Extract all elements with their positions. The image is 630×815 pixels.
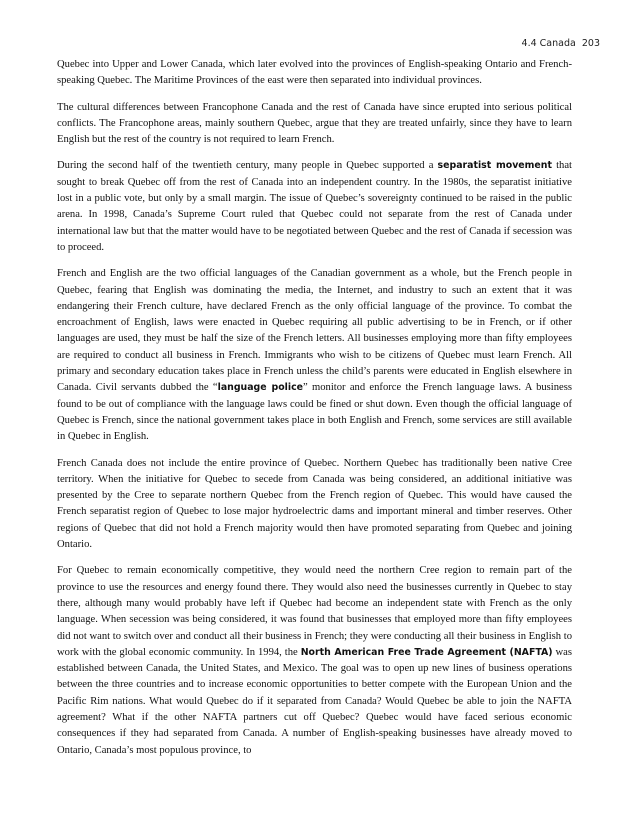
- paragraph-6: [57, 563, 572, 759]
- paragraph-2: The cultural differences between Francophone Canada and the rest of Canada have since erupted into serious political conflicts. The Francophone areas, mainly southern Quebec, argue that they are treated unfairly, since they have to learn English but the rest of the country is not required to learn French.: [57, 101, 572, 146]
- paragraph-5: French Canada does not include the entire province of Quebec. Northern Quebec has traditionally been native Cree territory. When the initiative for Quebec to secede from Canada was being considered, an additional initiative was presented by the Cree to separate northern Quebec from the French region of Quebec. This would have caused the French separatist region of Quebec to lose major hydroelectric dams and important mineral and timber reserves. Other regions of Quebec that did not hold a French majority would then have promoted separating from Quebec and joining Ontario.: [57, 457, 572, 551]
- body-text: [57, 57, 572, 769]
- running-header: [522, 38, 600, 49]
- paragraph-4-text-b: ” monitor and enforce the French language laws. A business found to be out of compliance with the language laws could be fined or shut down. Even though the official language of Quebec is French, since the national government takes place in both English and French, some services are still available in Quebec in English.: [57, 382, 572, 443]
- paragraph-3-text-b: that sought to break Quebec off from the rest of Canada into an independent country. In the 1980s, the separatist initiative lost in a public vote, but only by a small margin. The issue of Quebec’s sovereignty continued to be raised in the public arena. In 1998, Canada’s Supreme Court ruled that Quebec could not separate from the rest of Canada under international law but that the matter would have to be negotiated between Quebec and the rest of Canada if secession was to proceed.: [57, 160, 572, 253]
- key-term-nafta: North American Free Trade Agreement (NAFTA): [300, 646, 553, 658]
- paragraph-1: Quebec into Upper and Lower Canada, which later evolved into the provinces of English-speaking Ontario and French-speaking Quebec. The Maritime Provinces of the east were then separated into individual provinces.: [57, 59, 572, 87]
- paragraph-4-text-a: French and English are the two official languages of the Canadian government as a whole, but the French people in Quebec, fearing that English was dominating the media, the Internet, and industry to such an extent that it was endangering their French culture, have declared French as the only official language of the province. To combat the encroachment of English, laws were enacted in Quebec requiring all public advertising to be in French, or if other languages are used, they must be half the size of the French letters. All businesses employing more than fifty employees are required to conduct all business in French. Immigrants who wish to be citizens of Quebec must learn French. All primary and secondary education takes place in French unless the child’s parents were educated in English elsewhere in Canada. Civil servants dubbed the “: [57, 268, 572, 394]
- paragraph-3-text-a: During the second half of the twentieth century, many people in Quebec supported a: [57, 160, 438, 172]
- page-number: 203: [581, 38, 600, 49]
- paragraph-4: [57, 266, 572, 445]
- paragraph-3: [57, 158, 572, 256]
- key-term-language-police: language police: [217, 382, 304, 394]
- paragraph-6-text-a: For Quebec to remain economically competitive, they would need the northern Cree region to remain part of the province to use the resources and energy found there. They would also need the businesses currently in Quebec to stay there, although many would probably have left if Quebec had become an independent state with French as the only language. When secession was being considered, it was found that businesses that employed more than fifty employees did not want to switch over and conduct all their business in French; they were conducting all their business in English to work with the global economic community. In 1994, the: [57, 565, 572, 658]
- key-term-separatist-movement: separatist movement: [437, 160, 552, 172]
- paragraph-6-text-b: was established between Canada, the United States, and Mexico. The goal was to open up new lines of business operations between the three countries and to increase economic opportunities to better compete with the European Union and the Pacific Rim nations. What would Quebec do if it separated from Canada? Would Quebec be able to join the NAFTA agreement? What if the other NAFTA partners cut off Quebec? Quebec would have faced serious economic consequences if they had separated from Canada. A number of English-speaking businesses have already moved to Ontario, Canada’s most populous province, to: [57, 646, 573, 756]
- section-title: 4.4 Canada: [521, 38, 576, 49]
